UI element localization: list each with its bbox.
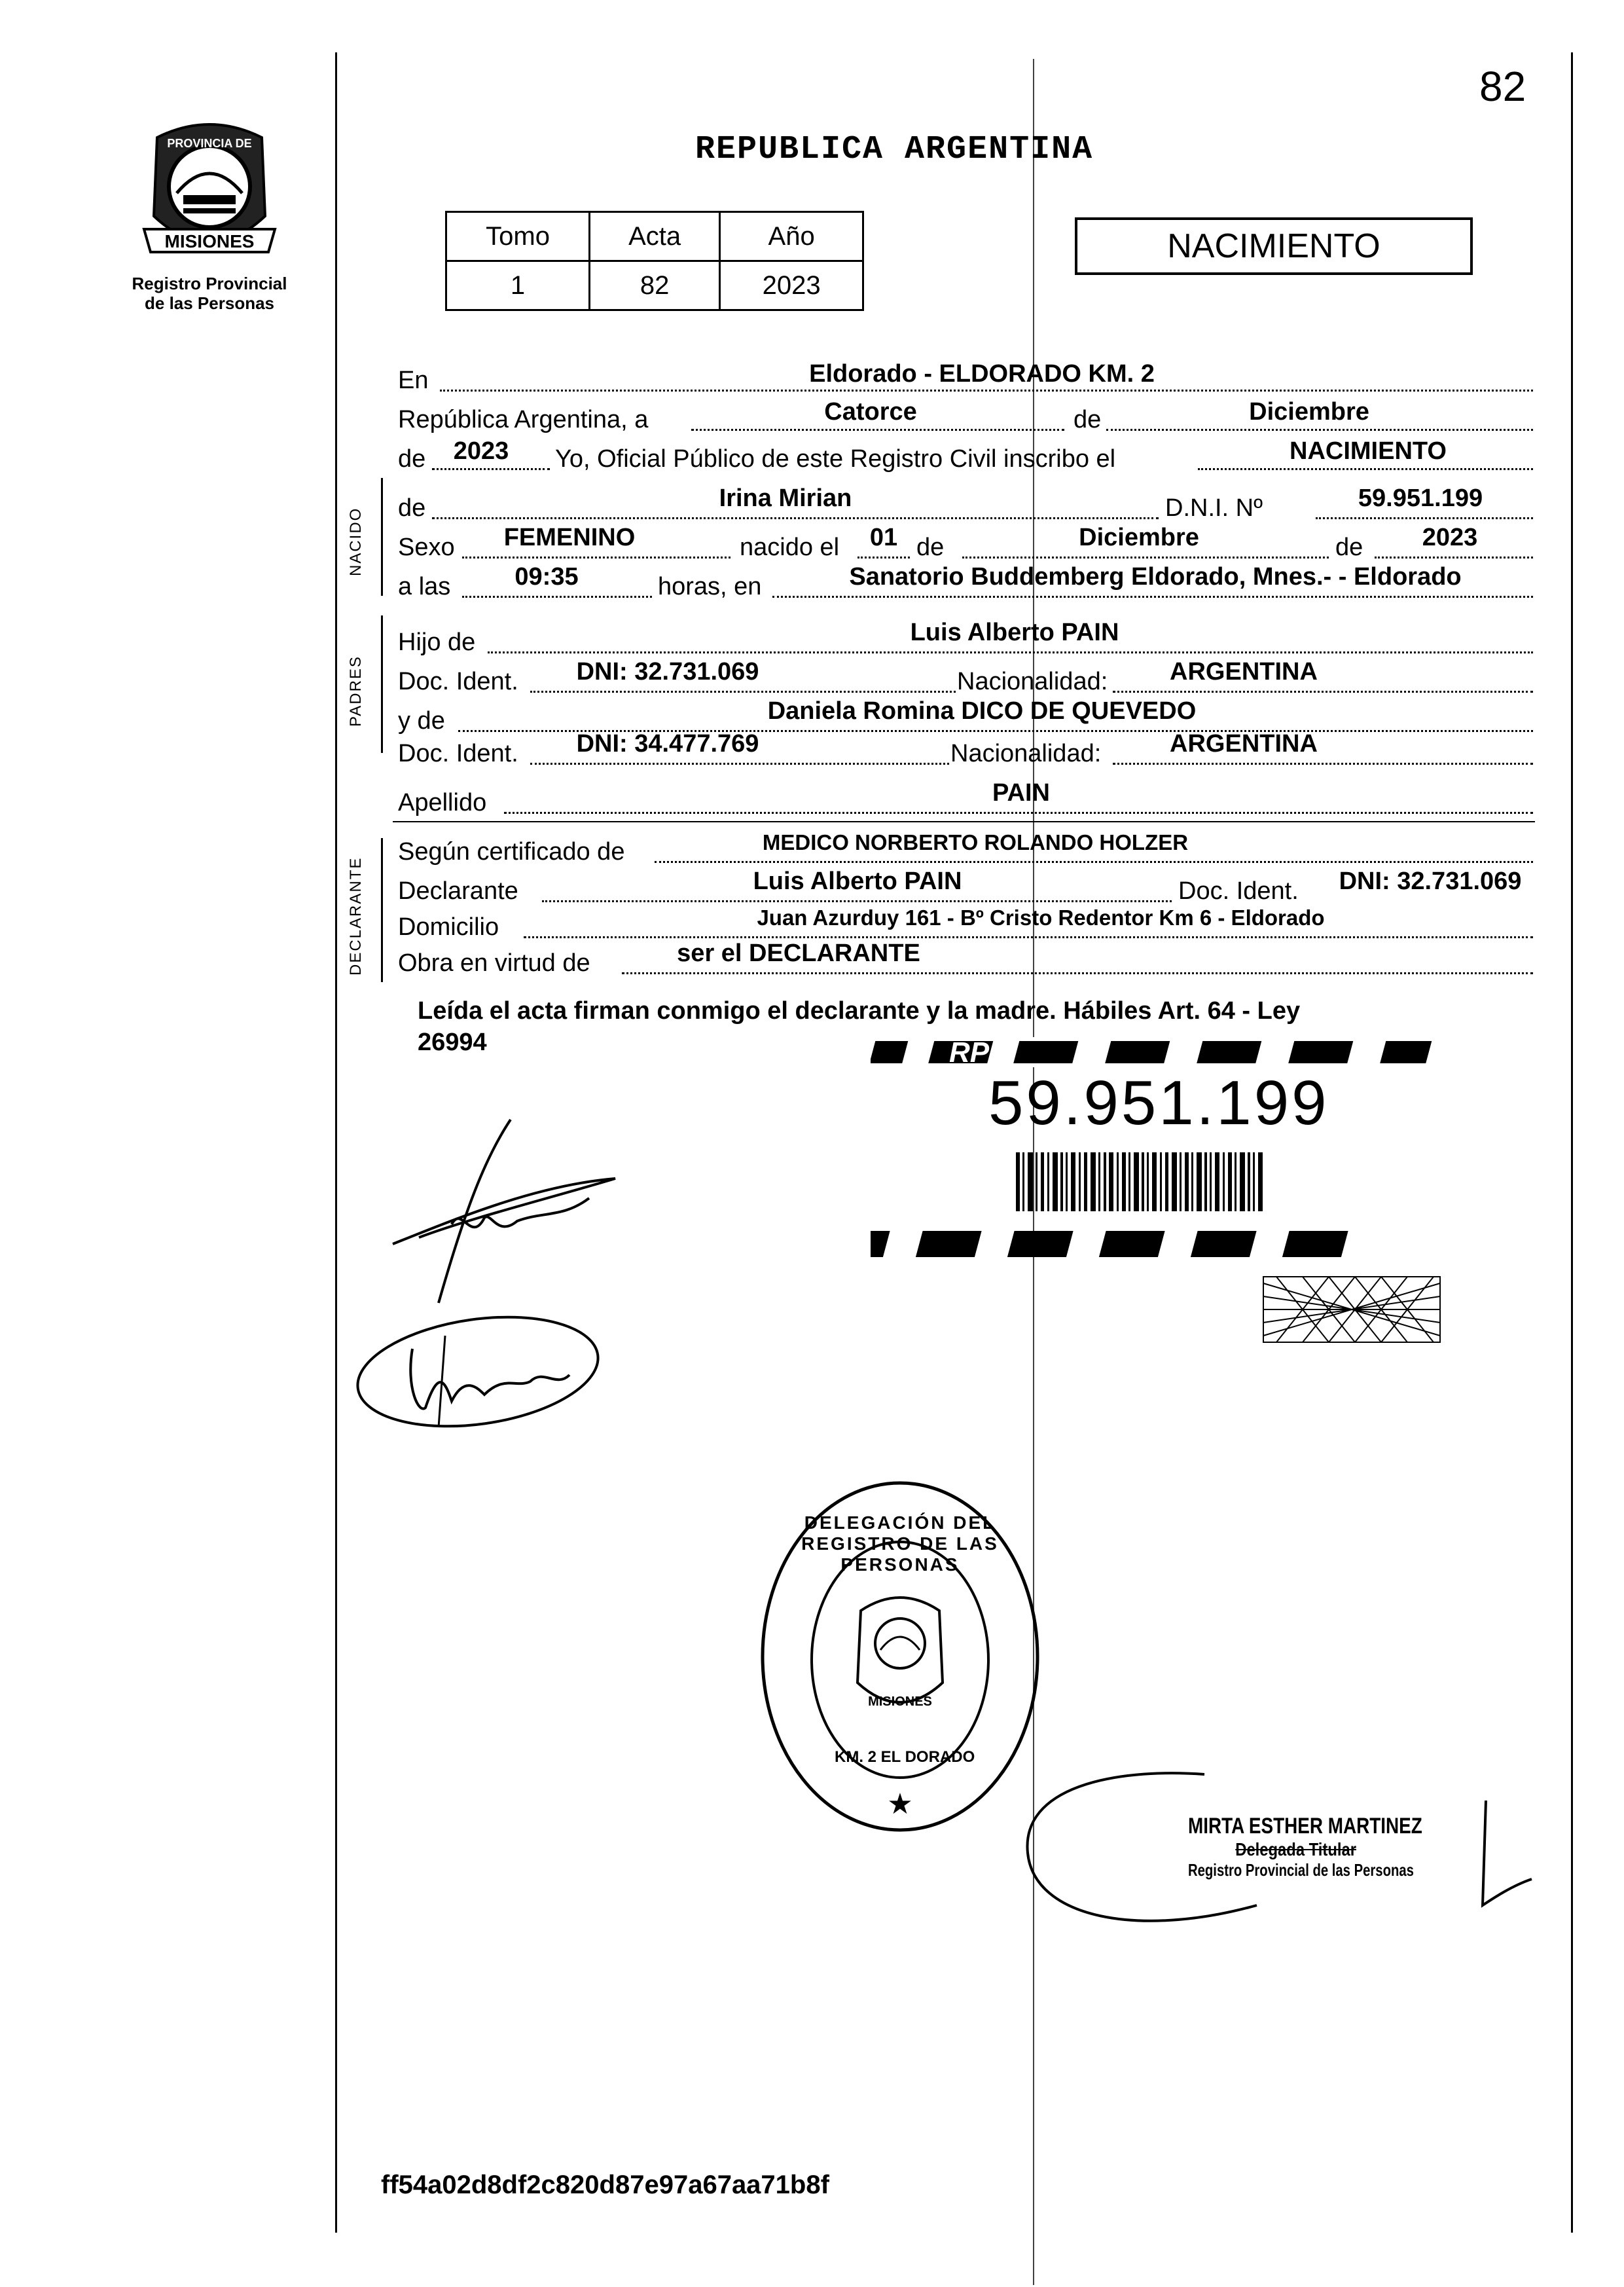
label-dni: D.N.I. Nº <box>1165 494 1263 522</box>
line-month <box>1106 429 1533 431</box>
acta-table-header-row <box>446 212 863 261</box>
seal-top-text: PROVINCIA DE <box>167 137 252 150</box>
security-strip-top <box>871 1036 1460 1069</box>
line-en <box>440 390 1533 392</box>
line-nacido-name <box>432 517 1159 519</box>
padre-nac: ARGENTINA <box>1170 658 1318 686</box>
closing-line1: Leída el acta firman conmigo el declarante y la madre. Hábiles Art. 64 - Ley <box>418 997 1301 1025</box>
label-horas: horas, en <box>658 573 762 600</box>
declarante-bracket <box>381 838 383 982</box>
lugar-acto: NACIMIENTO <box>1290 437 1447 465</box>
apellido-value: PAIN <box>992 779 1050 807</box>
stamp-outer-text: DELEGACIÓN DEL REGISTRO DE LAS PERSONAS <box>801 1512 999 1575</box>
line-padre-doc <box>530 691 956 693</box>
line-apellido <box>504 812 1533 814</box>
signature-2-icon <box>347 1296 609 1454</box>
logo-caption-line2: de las Personas <box>145 293 274 313</box>
lugar-day-words: Catorce <box>824 398 917 426</box>
declarant-signature <box>353 1107 628 1323</box>
barcode <box>1016 1152 1263 1211</box>
label-nacido-de: de <box>398 494 426 522</box>
document-hash: ff54a02d8df2c820d87e97a67aa71b8f <box>381 2170 829 2199</box>
hologram-patch <box>1263 1277 1440 1342</box>
line-madre-doc <box>530 763 949 765</box>
label-yo: Yo, Oficial Público de este Registro Civil inscribo el <box>555 445 1116 473</box>
line-time <box>462 596 652 598</box>
label-y-de: y de <box>398 707 445 735</box>
nacido-time: 09:35 <box>514 563 579 591</box>
officer-office: Registro Provincial de las Personas <box>1188 1860 1414 1880</box>
strip-text-top: RP <box>949 1036 990 1069</box>
mother-signature <box>347 1296 609 1454</box>
stamp-seal-caption: MISIONES <box>868 1694 932 1709</box>
seal-bottom-text: MISIONES <box>164 231 255 251</box>
document-type-box: NACIMIENTO <box>1075 217 1473 275</box>
obra-value: ser el DECLARANTE <box>677 940 920 967</box>
line-declarante <box>542 900 1172 902</box>
stamp-inner-text: KM. 2 EL DORADO <box>835 1748 975 1766</box>
lugar-year: 2023 <box>453 437 509 465</box>
line-domicilio <box>524 936 1533 938</box>
line-birth-month <box>962 557 1329 558</box>
security-dni-number: 59.951.199 <box>988 1068 1329 1138</box>
certificado-value: MEDICO NORBERTO ROLANDO HOLZER <box>762 830 1189 854</box>
line-madre-nac <box>1113 763 1533 765</box>
label-padre-nac: Nacionalidad: <box>957 668 1108 695</box>
acta-header-tomo: Tomo <box>446 212 590 261</box>
label-padre-doc: Doc. Ident. <box>398 668 518 695</box>
line-padre <box>488 651 1533 653</box>
label-nacido-el: nacido el <box>740 534 840 561</box>
label-apellido: Apellido <box>398 789 487 816</box>
acta-value-tomo: 1 <box>446 261 590 310</box>
label-certificado: Según certificado de <box>398 838 625 866</box>
label-hijo-de: Hijo de <box>398 629 476 656</box>
label-nacido-de3: de <box>1335 534 1363 561</box>
nacido-bracket <box>381 478 383 596</box>
line-sexo <box>462 557 731 558</box>
officer-role: Delegada Titular <box>1235 1839 1356 1859</box>
declarante-side-label: DECLARANTE <box>347 856 365 976</box>
acta-table <box>445 211 864 311</box>
label-declarante-doc: Doc. Ident. <box>1178 877 1299 905</box>
line-birth-day <box>857 557 910 558</box>
label-declarante: Declarante <box>398 877 518 905</box>
apellido-rule <box>393 821 1535 822</box>
label-a-las: a las <box>398 573 451 600</box>
page-number: 82 <box>1479 63 1526 110</box>
delegation-stamp <box>753 1473 1047 1840</box>
nacido-place: Sanatorio Buddemberg Eldorado, Mnes.- - Eldorado <box>849 563 1462 591</box>
line-obra <box>622 972 1533 974</box>
acta-value-anio: 2023 <box>720 261 863 310</box>
nacido-dni: 59.951.199 <box>1358 485 1483 512</box>
label-domicilio: Domicilio <box>398 913 499 941</box>
acta-header-acta: Acta <box>590 212 720 261</box>
declarante-name: Luis Alberto PAIN <box>753 868 962 895</box>
closing-line2: 26994 <box>418 1029 487 1056</box>
line-certificado <box>655 861 1533 863</box>
label-en: En <box>398 367 429 394</box>
signature-1-icon <box>353 1107 628 1323</box>
label-republica: República Argentina, a <box>398 406 649 433</box>
label-obra: Obra en virtud de <box>398 949 590 977</box>
acta-value-acta: 82 <box>590 261 720 310</box>
officer-name: MIRTA ESTHER MARTINEZ <box>1188 1814 1422 1839</box>
lugar-place: Eldorado - ELDORADO KM. 2 <box>809 360 1155 388</box>
nacido-name: Irina Mirian <box>719 485 852 512</box>
acta-table-value-row <box>446 261 863 310</box>
nacido-month: Diciembre <box>1079 524 1199 551</box>
acta-header-anio: Año <box>720 212 863 261</box>
stamp-star-icon: ★ <box>887 1787 913 1821</box>
nacido-side-label: NACIDO <box>347 507 365 576</box>
line-dni <box>1316 517 1533 519</box>
security-label <box>871 1034 1460 1349</box>
document-title: REPUBLICA ARGENTINA <box>695 131 1094 168</box>
label-de-year: de <box>398 445 426 473</box>
officer-block <box>1188 1814 1463 1880</box>
madre-doc: DNI: 34.477.769 <box>576 730 759 758</box>
padre-doc: DNI: 32.731.069 <box>576 658 759 686</box>
logo-caption <box>111 274 308 313</box>
madre-name: Daniela Romina DICO DE QUEVEDO <box>767 697 1197 725</box>
madre-nac: ARGENTINA <box>1170 730 1318 758</box>
declarante-doc: DNI: 32.731.069 <box>1339 868 1522 895</box>
padre-name: Luis Alberto PAIN <box>910 619 1119 646</box>
province-logo <box>131 118 288 268</box>
logo-caption-line1: Registro Provincial <box>132 274 287 293</box>
line-birth-year <box>1375 557 1533 558</box>
label-madre-doc: Doc. Ident. <box>398 740 518 767</box>
label-nacido-de2: de <box>916 534 945 561</box>
line-padre-nac <box>1113 691 1533 693</box>
line-year <box>432 468 550 470</box>
nacido-year: 2023 <box>1422 524 1478 551</box>
left-margin-line <box>335 52 337 2233</box>
line-birth-place <box>772 596 1533 598</box>
nacido-sexo: FEMENINO <box>503 524 636 551</box>
line-republica-day <box>691 429 1064 431</box>
nacido-day: 01 <box>869 524 898 551</box>
right-margin-line <box>1571 52 1573 2233</box>
security-strip-bottom <box>871 1231 1348 1257</box>
label-de-month: de <box>1074 406 1102 433</box>
label-sexo: Sexo <box>398 534 455 561</box>
label-madre-nac: Nacionalidad: <box>950 740 1102 767</box>
misiones-shield-icon <box>131 118 288 268</box>
domicilio-value: Juan Azurduy 161 - Bº Cristo Redentor Km 6 - Eldorado <box>757 906 1325 930</box>
padres-side-label: PADRES <box>347 655 365 727</box>
lugar-month: Diciembre <box>1249 398 1369 426</box>
line-acto <box>1198 468 1533 470</box>
padres-bracket <box>381 615 383 753</box>
